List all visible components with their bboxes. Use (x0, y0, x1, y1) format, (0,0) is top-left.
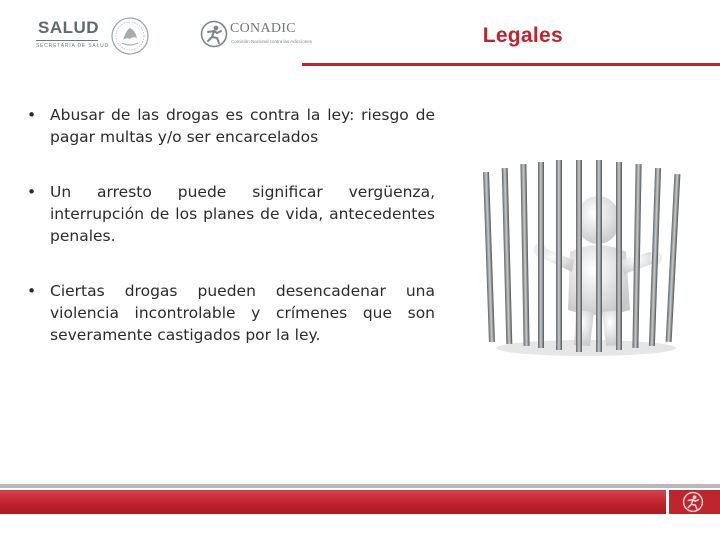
conadic-logo-subtitle: Comisión Nacional contra las Adicciones (231, 39, 313, 44)
bullet-marker: • (27, 282, 37, 300)
salud-logo (28, 16, 108, 50)
footer-logo-box (669, 490, 720, 514)
slide-title: Legales (482, 24, 563, 47)
bullet-text: Abusar de las drogas es contra la ley: riesgo de pagar multas y/o ser encarcelados (50, 106, 435, 146)
conadic-logo (198, 18, 313, 50)
salud-logo-word: SALUD (38, 18, 100, 37)
bullet-text: Un arresto puede significar vergüenza, interrupción de los planes de vida, antecedentes penales. (50, 183, 435, 245)
footer-gray-band (0, 484, 720, 488)
bullet-marker: • (27, 106, 37, 124)
bullet-marker: • (27, 183, 37, 201)
bullet-item (27, 181, 435, 247)
salud-logo-rule (36, 40, 98, 41)
conadic-figure-icon (682, 491, 704, 513)
conadic-logo-word: CONADIC (230, 21, 296, 36)
figure-behind-bars-icon (478, 160, 694, 360)
bullet-text: Ciertas drogas pueden desencadenar una violencia incontrolable y crímenes que son severamente castigados por la ley. (50, 282, 435, 344)
bullet-item (27, 104, 435, 148)
bullet-item (27, 280, 435, 346)
bullet-list (27, 104, 435, 379)
conadic-figure-icon (200, 20, 228, 48)
salud-logo-subtitle: SECRETARÍA DE SALUD (36, 43, 109, 49)
title-underline (302, 63, 720, 66)
footer-red-band (0, 490, 666, 514)
mexico-seal-icon (110, 16, 150, 56)
